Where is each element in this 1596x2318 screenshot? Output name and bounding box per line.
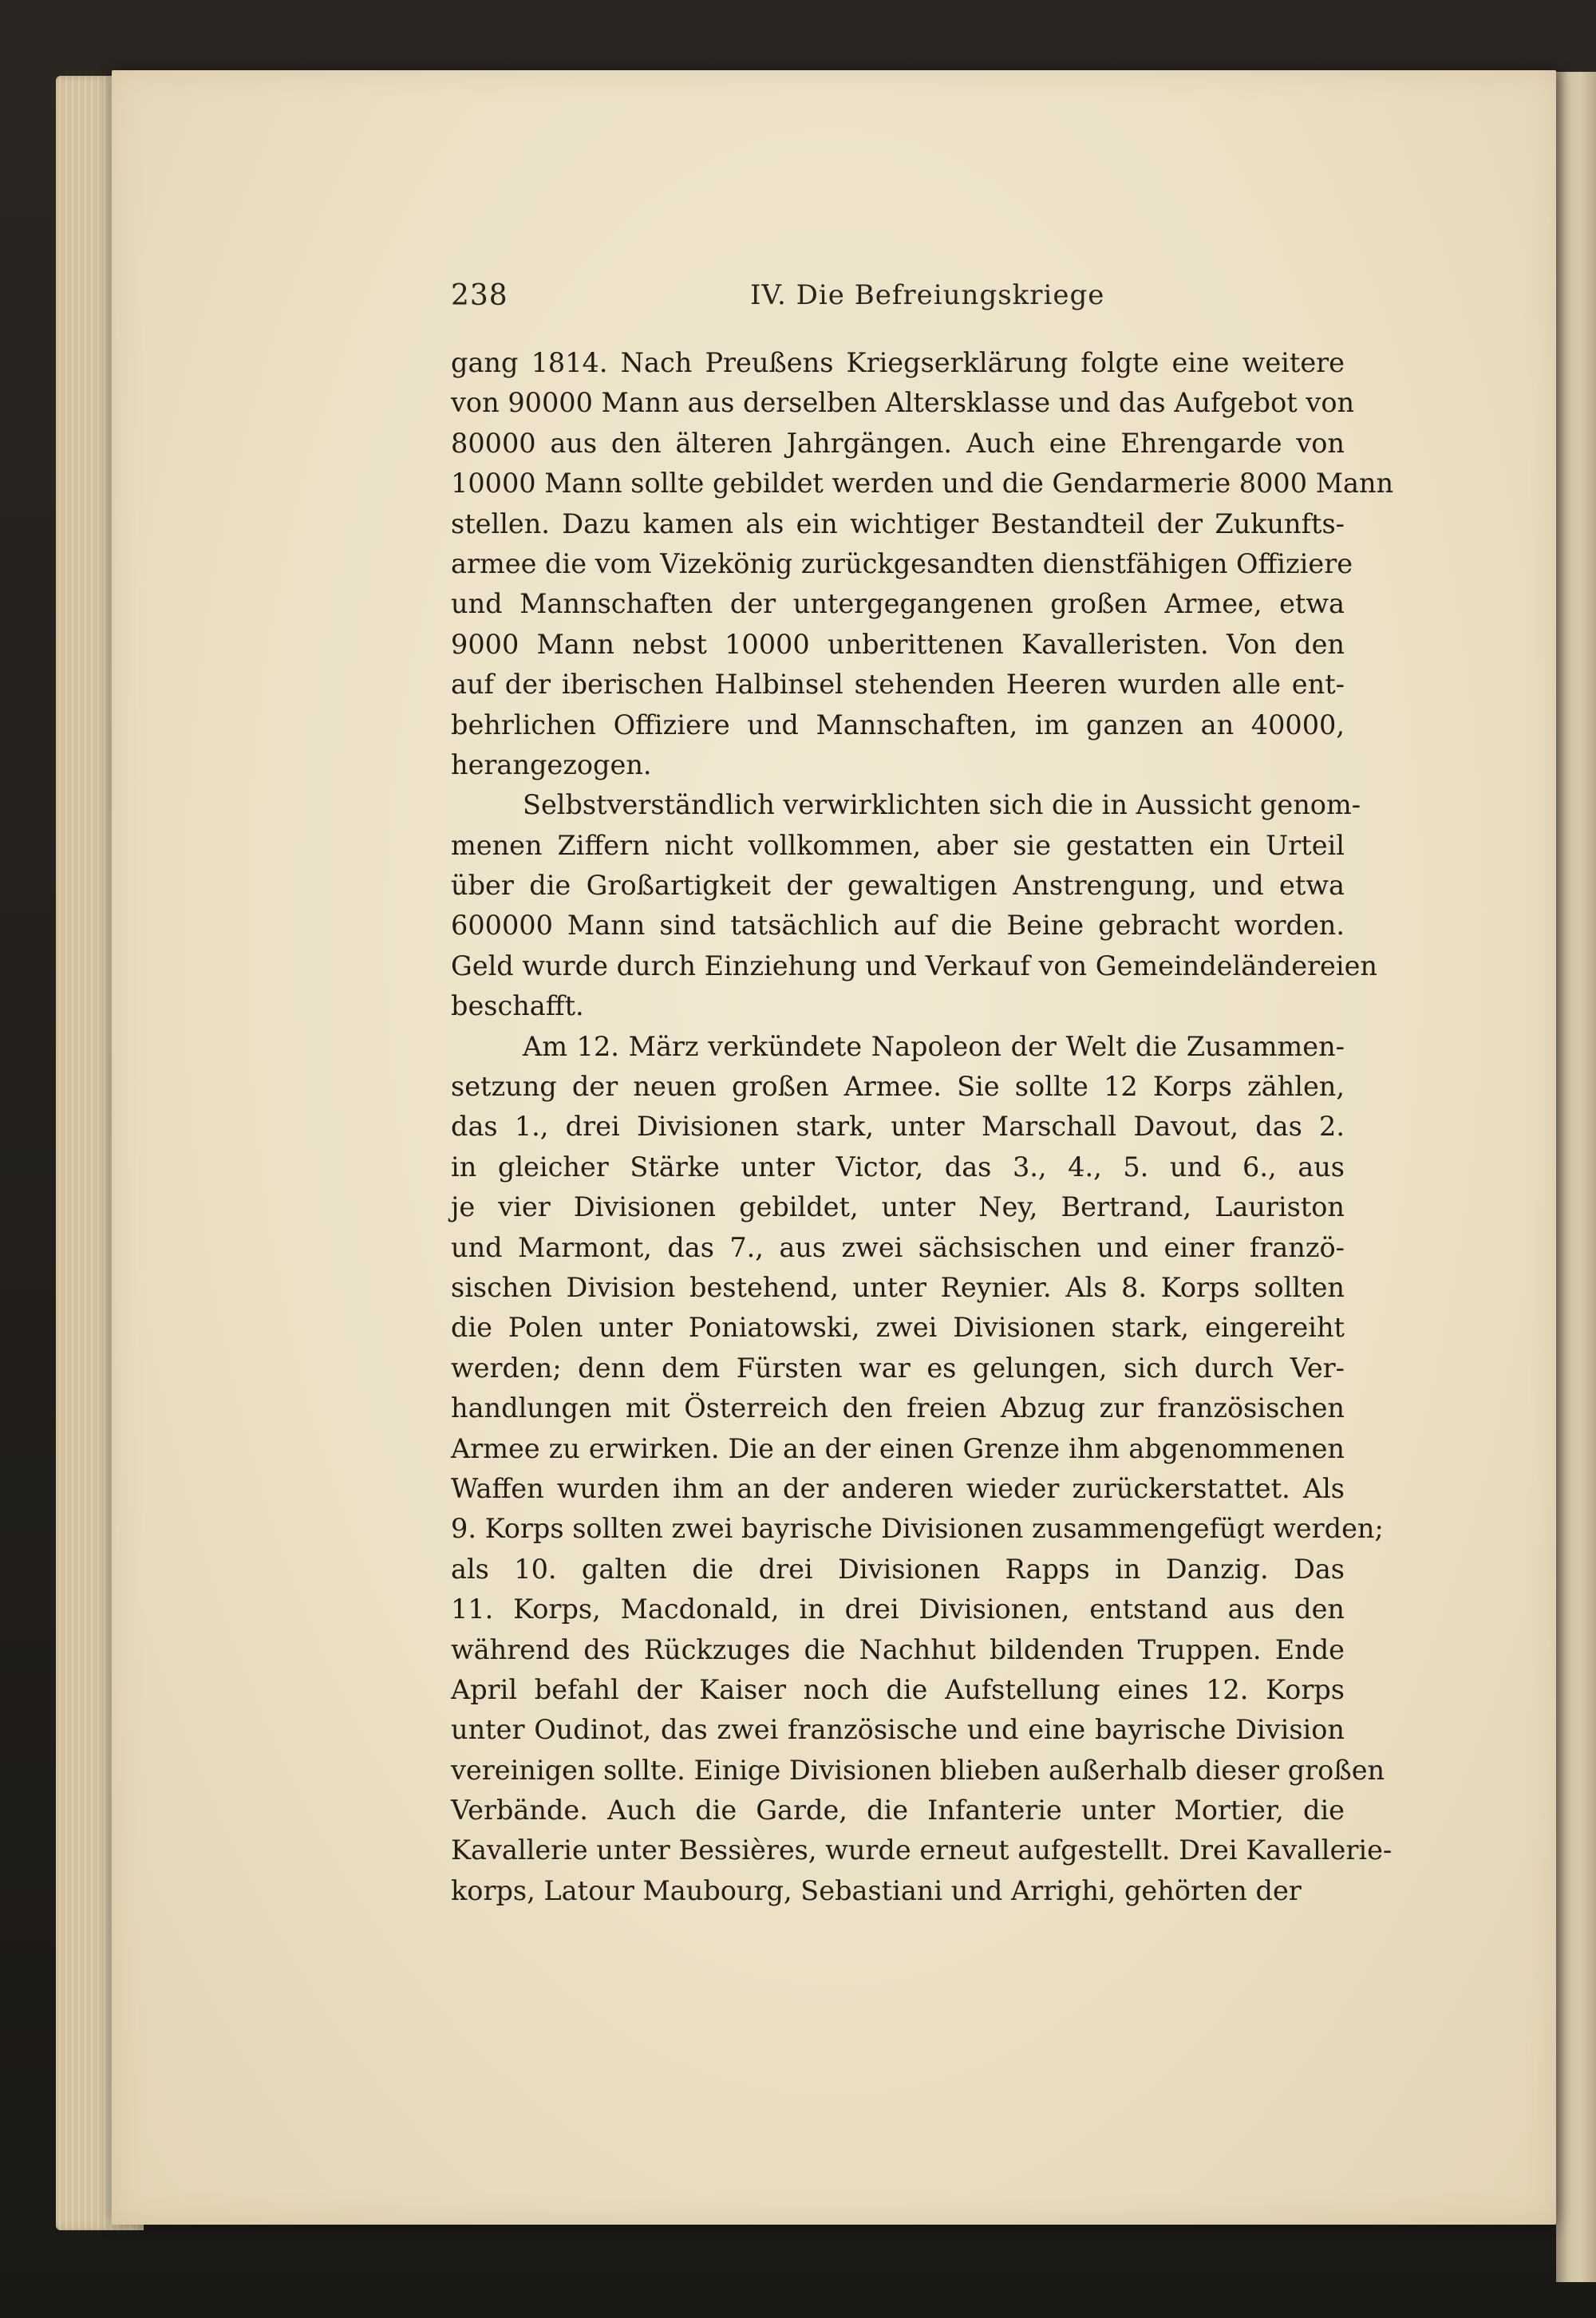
page-number: 238 bbox=[451, 279, 508, 312]
text-line: von 90000 Mann aus derselben Altersklasse und das Aufgebot von bbox=[451, 387, 1355, 419]
text-line: vereinigen sollte. Einige Divisionen blieben außerhalb dieser großen bbox=[451, 1754, 1385, 1786]
text-line: behrlichen Offiziere und Mannschaften, im ganzen an 40000, bbox=[451, 709, 1345, 740]
text-line: Geld wurde durch Einziehung und Verkauf von Gemeindeländereien bbox=[451, 950, 1377, 981]
text-line: menen Ziffern nicht vollkommen, aber sie gestatten ein Urteil bbox=[451, 829, 1345, 861]
text-line: 600000 Mann sind tatsächlich auf die Beine gebracht worden. bbox=[451, 910, 1345, 942]
text-line: Am 12. März verkündete Napoleon der Welt die Zusammen- bbox=[523, 1030, 1345, 1062]
text-line: 9000 Mann nebst 10000 unberittenen Kavalleristen. Von den bbox=[451, 628, 1345, 660]
text-line: korps, Latour Maubourg, Sebastiani und Arrighi, gehörten der bbox=[451, 1874, 1302, 1906]
text-line: stellen. Dazu kamen als ein wichtiger Bestandteil der Zukunfts- bbox=[451, 507, 1345, 539]
text-line: beschafft. bbox=[451, 990, 584, 1022]
text-line: 80000 aus den älteren Jahrgängen. Auch eine Ehrengarde von bbox=[451, 427, 1345, 459]
text-line: Armee zu erwirken. Die an der einen Grenze ihm abgenommenen bbox=[451, 1432, 1345, 1464]
text-line: 11. Korps, Macdonald, in drei Divisionen, entstand aus den bbox=[451, 1593, 1345, 1625]
facing-page-edge bbox=[1556, 72, 1596, 2282]
text-line: unter Oudinot, das zwei französische und eine bayrische Division bbox=[451, 1714, 1345, 1746]
text-line: setzung der neuen großen Armee. Sie sollte 12 Korps zählen, bbox=[451, 1071, 1345, 1103]
text-line: April befahl der Kaiser noch die Aufstellung eines 12. Korps bbox=[451, 1673, 1345, 1705]
text-line: herangezogen. bbox=[451, 748, 652, 780]
text-line: werden; denn dem Fürsten war es gelungen, sich durch Ver- bbox=[451, 1352, 1345, 1384]
text-line: sischen Division bestehend, unter Reynier. Als 8. Korps sollten bbox=[451, 1271, 1345, 1303]
text-line: als 10. galten die drei Divisionen Rapps in Danzig. Das bbox=[451, 1553, 1345, 1585]
text-line: die Polen unter Poniatowski, zwei Divisionen stark, eingereiht bbox=[451, 1312, 1345, 1344]
text-line: Kavallerie unter Bessières, wurde erneut aufgestellt. Drei Kavallerie- bbox=[451, 1834, 1393, 1866]
text-line: während des Rückzuges die Nachhut bildenden Truppen. Ende bbox=[451, 1633, 1345, 1665]
text-line: 10000 Mann sollte gebildet werden und die Gendarmerie 8000 Mann bbox=[451, 468, 1394, 500]
text-line: handlungen mit Österreich den freien Abzug zur französischen bbox=[451, 1392, 1345, 1424]
text-line: das 1., drei Divisionen stark, unter Marschall Davout, das 2. bbox=[451, 1111, 1345, 1143]
text-line: in gleicher Stärke unter Victor, das 3., 4., 5. und 6., aus bbox=[451, 1151, 1345, 1183]
text-line: 9. Korps sollten zwei bayrische Divisionen zusammengefügt werden; bbox=[451, 1513, 1384, 1545]
text-line: je vier Divisionen gebildet, unter Ney, Bertrand, Lauriston bbox=[451, 1191, 1345, 1223]
text-line: und Marmont, das 7., aus zwei sächsischen und einer franzö- bbox=[451, 1231, 1345, 1263]
text-line: auf der iberischen Halbinsel stehenden Heeren wurden alle ent- bbox=[451, 669, 1345, 701]
page-header bbox=[451, 279, 1456, 319]
running-title: IV. Die Befreiungskriege bbox=[750, 279, 1105, 311]
text-line: Waffen wurden ihm an der anderen wieder zurückerstattet. Als bbox=[451, 1472, 1345, 1504]
body-text bbox=[451, 343, 1394, 1911]
text-line: gang 1814. Nach Preußens Kriegserklärung folgte eine weitere bbox=[451, 347, 1345, 378]
text-line: Verbände. Auch die Garde, die Infanterie unter Mortier, die bbox=[451, 1795, 1345, 1826]
text-line: und Mannschaften der untergegangenen großen Armee, etwa bbox=[451, 588, 1345, 620]
text-line: Selbstverständlich verwirklichten sich die in Aussicht genom- bbox=[523, 789, 1361, 821]
text-line: über die Großartigkeit der gewaltigen Anstrengung, und etwa bbox=[451, 870, 1345, 902]
text-line: armee die vom Vizekönig zurückgesandten dienstfähigen Offiziere bbox=[451, 547, 1353, 579]
